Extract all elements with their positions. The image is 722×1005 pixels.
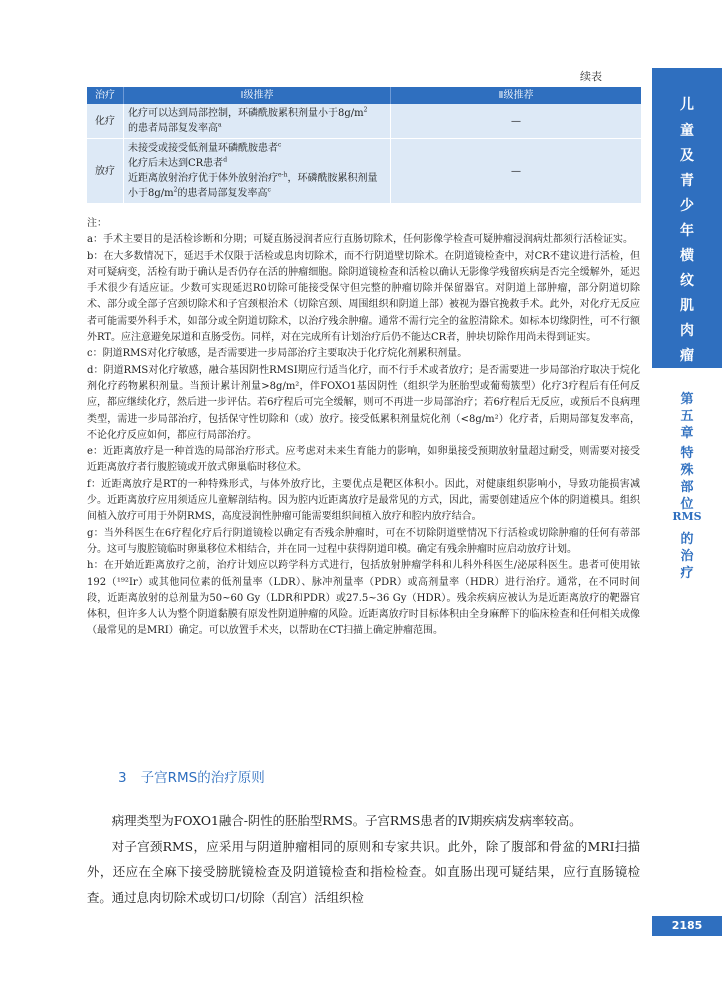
level2-cell: — [391, 104, 642, 139]
treatment-cell: 化疗 [87, 104, 124, 139]
level1-text: ，环磷酰胺累积剂量小于8g/m [128, 173, 378, 199]
superscript: a [218, 121, 222, 129]
chapter-char: RMS [672, 510, 702, 523]
section-number: 3 [118, 770, 127, 786]
superscript: 2 [173, 186, 178, 194]
table-row [87, 104, 641, 139]
book-title-char: 瘤 [680, 348, 694, 364]
note-item: h：在开始近距离放疗之前，治疗计划应以跨学科方式进行，包括放射肿瘤学科和儿科外科医生/泌尿科医生。患者可使用铱192（¹⁹²Ir）或其他同位素的低剂量率（LDR）、脉冲剂量率（PDR）或高剂量率（HDR）进行治疗。通常，在不同时间段，近距离放射的总剂量为50~60 Gy（LDR和PDR）或27.5~36 Gy（HDR）。残余疾病应被认为是近距离放疗的靶器官体积，但许多人认为整个阴道黏膜有原发性阴道肿瘤的风险。近距离放疗时目标体积由全身麻醉下的临床检查和任何相关成像（最常见的是MRI）确定。可以放置手术夹，以帮助在CT扫描上确定肿瘤范围。 [87, 560, 640, 637]
chapter-char: 的 [680, 532, 694, 547]
page-number: 2185 [652, 916, 722, 936]
book-title-tab [652, 68, 722, 368]
continued-table-label: 续表 [580, 70, 602, 83]
chapter-char: 部 [680, 480, 694, 495]
superscript: e-h [278, 171, 288, 179]
book-title-char: 肌 [680, 298, 694, 314]
header-level1: Ⅰ级推荐 [124, 87, 391, 104]
body-paragraph: 对子宫颈RMS，应采用与阴道肿瘤相同的原则和专家共识。此外，除了腹部和骨盆的MRI扫描外，还应在全麻下接受膀胱镜检查及阴道镜检查和指检检查。如直肠出现可疑结果，应行直肠镜检查。通过息肉切除术或切口/切除（刮宫）活组织检 [87, 838, 640, 905]
level1-text: 化疗可以达到局部控制，环磷酰胺累积剂量小于8g/m [128, 108, 364, 119]
header-level2: Ⅱ级推荐 [391, 87, 642, 104]
book-title-char: 青 [680, 173, 694, 189]
level1-cell [124, 139, 391, 204]
recommendation-table [87, 87, 641, 204]
chapter-char: 治 [680, 549, 694, 564]
level1-text: 的患者局部复发率高 [177, 188, 268, 199]
chapter-char: 五 [680, 409, 694, 424]
chapter-char: 特 [680, 446, 694, 461]
body-paragraph: 病理类型为FOXO1融合-阴性的胚胎型RMS。子宫RMS患者的Ⅳ期疾病发病率较高。 [111, 813, 582, 828]
book-title-char: 横 [680, 248, 694, 264]
header-treatment: 治疗 [87, 87, 124, 104]
chapter-char: 章 [680, 426, 694, 441]
chapter-char: 殊 [680, 463, 694, 478]
section-heading [118, 766, 265, 786]
level1-text: 未接受或接受低剂量环磷酰胺患者 [128, 143, 278, 154]
superscript: d [223, 156, 228, 164]
book-title-char: 及 [680, 148, 694, 164]
level1-text: 近距离放射治疗优于体外放射治疗 [128, 173, 278, 184]
superscript: c [267, 186, 271, 194]
chapter-char: 位 [680, 497, 694, 512]
note-item: e：近距离放疗是一种首选的局部治疗形式。应考虑对未来生育能力的影响，如卵巢接受预期放射量超过耐受，则需要对接受近距离放疗者行腹腔镜或开放式卵巢临时移位术。 [87, 446, 640, 474]
chapter-char: 第 [680, 392, 694, 407]
section-title: 子宫RMS的治疗原则 [140, 770, 265, 786]
note-item: a：手术主要目的是活检诊断和分期；可疑直肠浸润者应行直肠切除术，任何影像学检查可疑肿瘤浸润病灶都须行活检证实。 [87, 234, 633, 246]
book-title-char: 肉 [680, 323, 694, 339]
chapter-char: 疗 [680, 566, 694, 581]
note-item: g：当外科医生在6疗程化疗后行阴道镜检以确定有否残余肿瘤时，可在不切除阴道壁情况下行活检或切除肿瘤的任何有蒂部分。这可与腹腔镜临时卵巢移位术相结合，并在同一过程中获得阴道印模。确定有残余肿瘤时应启动放疗计划。 [87, 527, 640, 555]
note-item: c：阴道RMS对化疗敏感，是否需要进一步局部治疗主要取决于化疗烷化剂累积剂量。 [87, 348, 468, 360]
book-title-char: 纹 [680, 273, 694, 289]
level1-text: 的患者局部复发率高 [128, 123, 218, 134]
book-title-char: 童 [680, 123, 694, 139]
table-header-row [87, 87, 641, 104]
superscript: 2 [363, 106, 368, 114]
chapter-sidebar [652, 0, 722, 1005]
superscript: c [278, 141, 282, 149]
treatment-cell: 放疗 [87, 139, 124, 204]
table-notes [87, 216, 640, 640]
note-item: f：近距离放疗是RT的一种特殊形式，与体外放疗比，主要优点是靶区体积小。因此，对健康组织影响小，导致功能损害减少。近距离放疗应用须适应儿童解剖结构。因为腔内近距离放疗是最常见的方式，因此，需要创建适应个体的阴道模具。组织间植入放疗可用于外阴RMS，高度浸润性肿瘤可能需要组织间植入放疗和腔内放疗结合。 [87, 478, 640, 523]
level1-text: 化疗后未达到CR患者 [128, 158, 224, 169]
body-text [87, 808, 640, 910]
note-item: d：阴道RMS对化疗敏感，融合基因阴性RMSI期应行适当化疗，而不行手术或者放疗；是否需要进一步局部治疗取决于烷化剂化疗药物累积剂量。当预计累计剂量>8g/m²，伴FOXO1基因阴性（组织学为胚胎型或葡萄簇型）化疗3疗程后有任何反应，都应继续化疗，然后进一步评估。若6疗程后可完全缓解，则可不再进一步局部治疗；若6疗程后无反应，或预后不良病理类型，需进一步局部治疗，包括保守性切除和（或）放疗。接受低累积剂量烷化剂（<8g/m²）化疗者，后期局部复发率高，不论化疗反应如何，都应行局部治疗。 [87, 364, 640, 441]
notes-title: 注： [87, 218, 107, 229]
table-row [87, 139, 641, 204]
book-title-char: 年 [680, 223, 694, 239]
level2-cell: — [391, 139, 642, 204]
level1-cell [124, 104, 391, 139]
book-title-char: 儿 [680, 97, 694, 113]
note-item: b：在大多数情况下，延迟手术仅限于活检或息肉切除术，而不行阴道壁切除术。在阴道镜检查中，对CR不建议进行活检，但对可疑病变，活检有助于确认是否仍存在活的肿瘤细胞。除阴道镜检查和活检以确认无影像学残留疾病是否完全缓解外，延迟手术很少有适应证。少数可实现延迟R0切除可能接受保守但完整的肿瘤切除并保留器官。对阴道上部肿瘤，部分阴道切除术、部分或全部子宫颈切除术和子宫颈根治术（切除宫颈、周围组织和阴道上部）被视为器官挽救手术。此外，对化疗无反应者可能需要外科手术，如部分或全阴道切除术，以治疗残余肿瘤。通常不需行完全的盆腔清除术。如标本切缘阴性，可不行额外RT。应注意避免尿道和直肠受伤。同样，对在完成所有计划治疗后仍不能达CR者，肿块切除作用尚未得到证实。 [87, 250, 640, 344]
book-title-char: 少 [680, 198, 694, 214]
